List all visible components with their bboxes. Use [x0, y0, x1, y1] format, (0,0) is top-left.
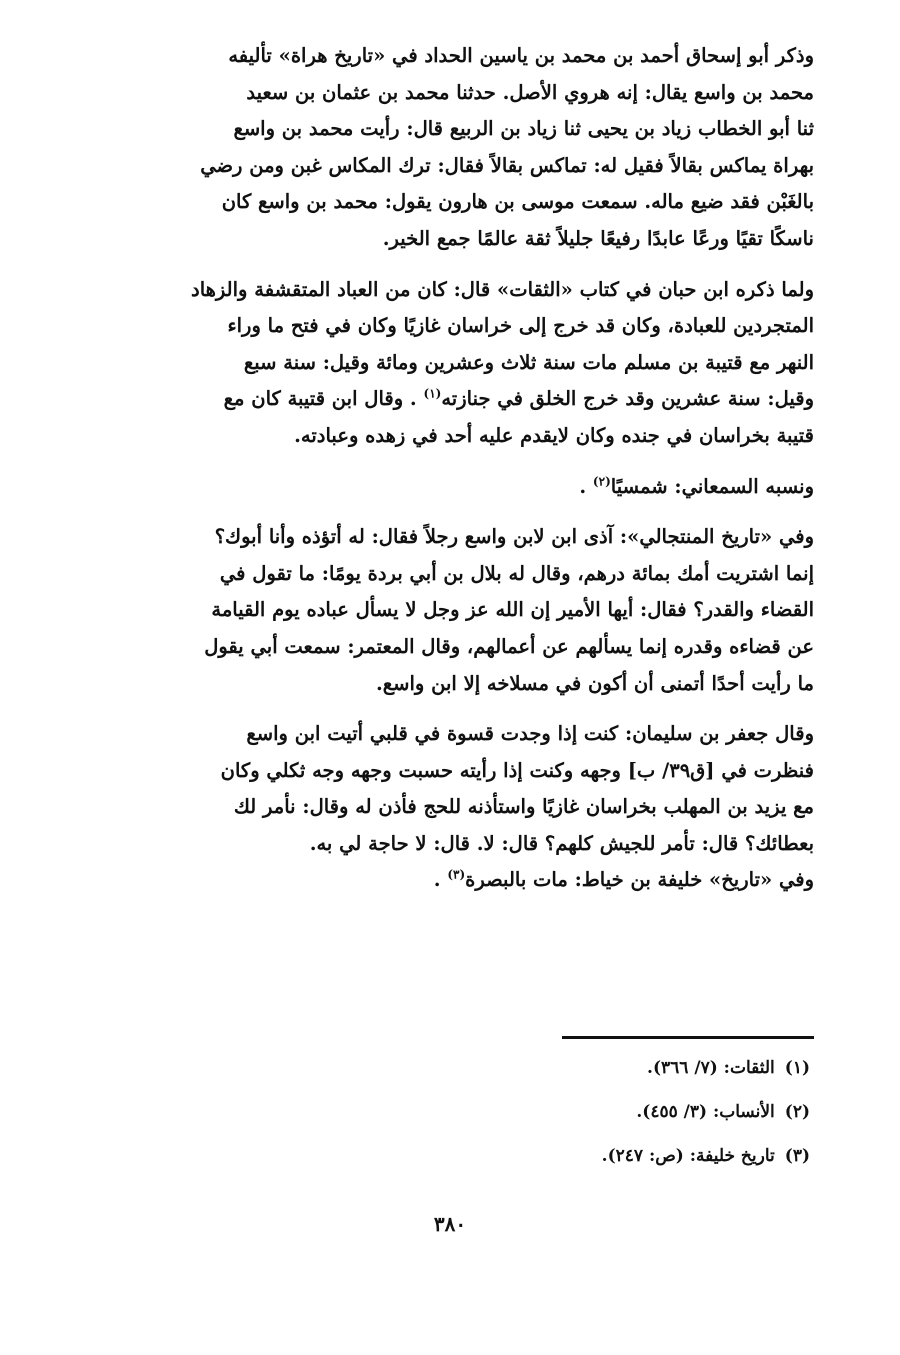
- text-line: إنما اشتريت أمك بمائة درهم، وقال له بلال بن أبي بردة يومًا: ما تقول في: [219, 561, 814, 585]
- footnote-item: [310, 1134, 810, 1178]
- text-line: [92, 381, 814, 418]
- page-number: ٣٨٠: [433, 1212, 467, 1236]
- text-line: بهراة يماكس بقالاً فقيل له: تماكس بقالاً فقال: ترك المكاس غبن ومن رضي: [200, 153, 814, 177]
- text-line: بعطائك؟ قال: تأمر للجيش كلهم؟ قال: لا. قال: لا حاجة لي به.: [309, 831, 814, 855]
- footnote-ref-2: (٢): [592, 474, 611, 489]
- text-line: وقال جعفر بن سليمان: كنت إذا وجدت قسوة في قلبي أتيت ابن واسع: [246, 722, 814, 746]
- text-line: فنظرت في [ق٣٩/ ب] وجهه وكنت إذا رأيته حسبت وجهه وجه ثكلي وكان: [220, 758, 814, 782]
- footnote-ref-1: (١): [423, 386, 442, 401]
- footnote-ref-3: (٣): [447, 867, 466, 882]
- footnote-item: [310, 1090, 810, 1134]
- text-line: وذكر أبو إسحاق أحمد بن محمد بن ياسين الحداد في «تاريخ هراة» تأليفه: [228, 44, 814, 67]
- text-line: [92, 862, 814, 899]
- text-line: مع يزيد بن المهلب بخراسان غازيًا واستأذنه للحج فأذن له وقال: نأمر لك: [233, 795, 814, 819]
- text-line: النهر مع قتيبة بن مسلم مات سنة ثلاث وعشرين ومائة وقيل: سنة سبع: [243, 350, 814, 374]
- text-line: قتيبة بخراسان في جنده وكان لايقدم عليه أحد في زهده وعبادته.: [294, 423, 814, 447]
- footnote-number: (٣): [784, 1146, 810, 1166]
- text-line: محمد بن واسع يقال: إنه هروي الأصل. حدثنا محمد بن عثمان بن سعيد: [246, 80, 814, 104]
- paragraph-4: [92, 519, 814, 702]
- text-line: ثنا أبو الخطاب زياد بن يحيى ثنا زياد بن الربيع قال: رأيت محمد بن واسع: [233, 117, 814, 141]
- footnote-number: (١): [784, 1058, 810, 1078]
- paragraph-3: [92, 469, 814, 506]
- text-line: ولما ذكره ابن حبان في كتاب «الثقات» قال: كان من العباد المتقشفة والزهاد: [191, 277, 814, 301]
- main-text: [92, 38, 814, 913]
- footnote-divider: [562, 1036, 814, 1039]
- line-text: ونسبه السمعاني: شمسيًا: [610, 474, 814, 498]
- footnote-text: الأنساب: (٣/ ٤٥٥).: [636, 1102, 775, 1122]
- footnote-text: تاريخ خليفة: (ص: ٢٤٧).: [601, 1146, 775, 1166]
- line-text-tail: . وقال ابن قتيبة كان مع: [223, 387, 417, 411]
- line-text-tail: .: [433, 868, 441, 892]
- footnote-item: [310, 1046, 810, 1090]
- footnote-number: (٢): [784, 1102, 810, 1122]
- footnote-text: الثقات: (٧/ ٣٦٦).: [647, 1058, 775, 1078]
- text-line: بالغَبْن فقد ضيع ماله. سمعت موسى بن هارون يقول: محمد بن واسع كان: [221, 190, 814, 214]
- text-line: القضاء والقدر؟ فقال: أيها الأمير إن الله عز وجل لا يسأل عباده يوم القيامة: [211, 598, 814, 622]
- text-line: ناسكًا تقيًا ورعًا عابدًا رفيعًا جليلاً ثقة عالمًا جمع الخير.: [382, 226, 814, 250]
- text-line: ما رأيت أحدًا أتمنى أن أكون في مسلاخه إلا ابن واسع.: [375, 671, 814, 695]
- paragraph-1: [92, 38, 814, 258]
- line-text: وفي «تاريخ» خليفة بن خياط: مات بالبصرة: [465, 868, 814, 892]
- text-line: عن قضاءه وقدره إنما يسألهم عن أعمالهم، وقال المعتمر: سمعت أبي يقول: [204, 634, 814, 658]
- paragraph-2: [92, 272, 814, 455]
- paragraph-5: [92, 716, 814, 899]
- line-text: وقيل: سنة عشرين وقد خرج الخلق في جنازته: [441, 387, 814, 411]
- text-line: وفي «تاريخ المنتجالي»: آذى ابن لابن واسع رجلاً فقال: له أتؤذه وأنا أبوك؟: [214, 525, 814, 549]
- footnotes: [310, 1046, 810, 1178]
- text-line: المتجردين للعبادة، وكان قد خرج إلى خراسان غازيًا وكان في فتح ما وراء: [227, 314, 814, 338]
- text-line: [92, 469, 814, 506]
- line-text-tail: .: [579, 474, 587, 498]
